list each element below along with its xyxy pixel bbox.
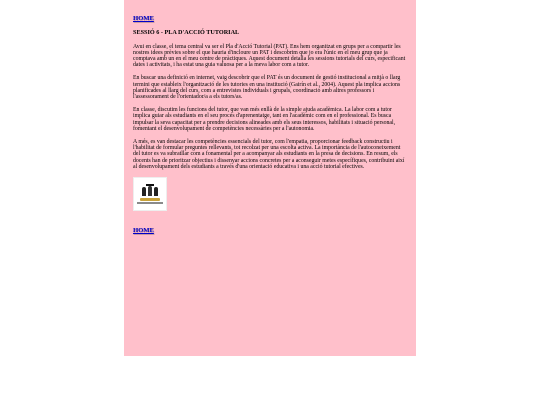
illustration-caption-bar (137, 202, 163, 204)
figure-right (154, 187, 158, 196)
home-link-bottom[interactable]: HOME (133, 227, 154, 235)
page-title: SESSIÓ 6 - PLA D'ACCIÓ TUTORIAL (133, 29, 240, 37)
post-content (133, 16, 406, 234)
paragraph-tutor-competences: A més, es van destacar les competències essencials del tutor, com l'empatia, proporcionar feedback constructiu i l'habilitat de formular preguntes rellevants, tot recolzat per una escolta activa. La importància de l'autoconeixement del tutor es va subratllar com a fonamental per a acompanyar als estudiants en la presa de decisions. En resum, els docents han de prioritzar objectius i dissenyar accions concretes per a aconseguir metes específiques, contribuint així al desenvolupament dels estudiants a través d'una orientació educativa i una acció tutorial efectives. (133, 138, 405, 170)
banner-shape (140, 198, 160, 201)
graduates-illustration-icon (133, 177, 167, 211)
figure-center (148, 186, 152, 196)
paragraph-intro: Avui en classe, el tema central va ser el Pla d'Acció Tutorial (PAT). Ens hem organitzat en grups per a compartir les nostres idees prèvies sobre el que hauria d'incloure un PAT i descobrim que jo era l'únic en el meu grup que ja comptava amb un en el meu centre de pràctiques. Aquest document detalla les sessions tutorials del curs, especificant dates i activitats, i ha estat una guia valuosa per a la meva labor com a tutor. (133, 43, 406, 69)
paragraph-tutor-functions: En classe, discutim les funcions del tutor, que van més enllà de la simple ajuda acadèmica. La labor com a tutor implica guiar als estudiants en el seu procés d'aprenentatge, tant en l'acadèmic com en el professional. Es busca impulsar la seva capacitat per a prendre decisions alineades amb els seus interessos, habilitats i situació personal, fomentant el desenvolupament de competències necessàries per a l'autonomia. (133, 106, 396, 132)
page-container (124, 0, 416, 356)
figure-left (142, 187, 146, 196)
paragraph-definition: En buscar una definició en internet, vaig descobrir que el PAT és un document de gestió institucional a mitjà o llarg termini que estableix l'organització de les tutories en una institució (Gairín et al., 2004). Aquest pla implica accions planificades al llarg del curs, com a entrevistes individuals i grupals, coordinació amb altres professors i l'assessorament de l'orientador/a a els tutors/as. (133, 75, 401, 101)
home-link-top[interactable]: HOME (133, 15, 154, 22)
